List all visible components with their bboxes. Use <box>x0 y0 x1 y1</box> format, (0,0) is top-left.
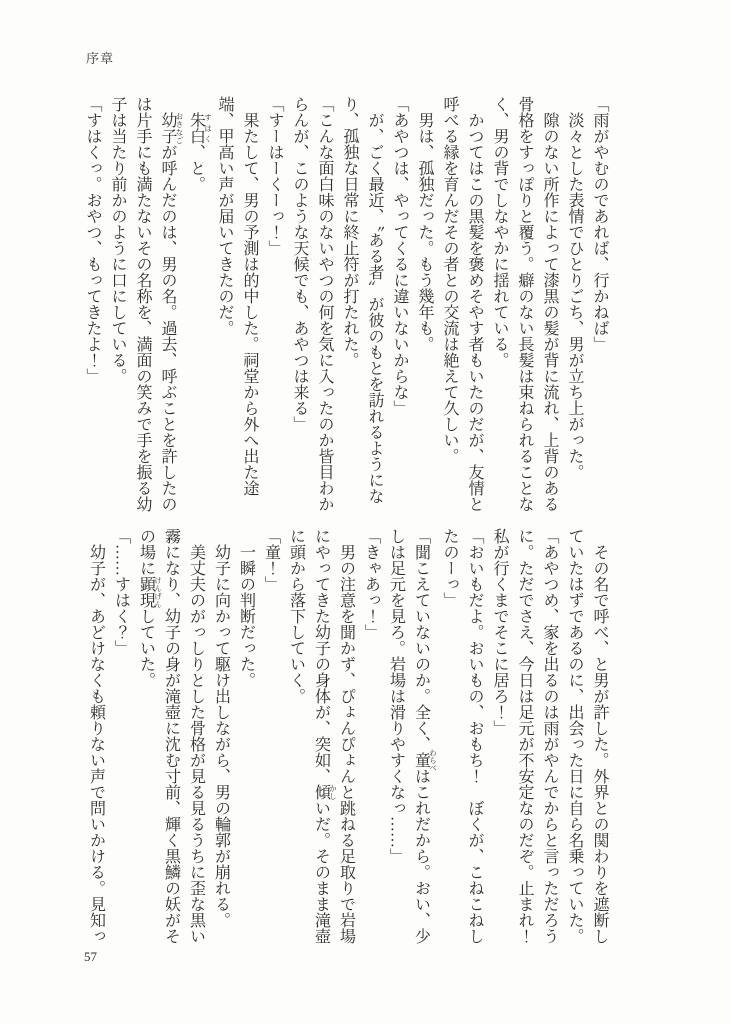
paragraph: 隙のない所作によって漆黒の髪が背に流れ、上背のある骨格をすっぽりと覆う。癖のない長髪は束ねられることなく、男の背でしなやかに揺れている。 <box>491 96 558 512</box>
paragraph: 「……すはく？」 <box>112 528 130 656</box>
paragraph: 果たして、男の予測は的中した。祠堂から外へ出た途端、甲高い声が届いてきたのだ。 <box>216 96 258 496</box>
paragraph: 「雨がやむのであれば、行かねば」 <box>591 96 608 352</box>
paragraph: 幼子に向かって駆け出しながら、男の輪郭が崩れる。 <box>212 544 230 928</box>
ruby-annotation: 顕現 けんげん <box>137 576 163 608</box>
paragraph: 朱白 すはく、と。 <box>187 112 213 192</box>
paragraph: かつてはこの黒髪を褒めそやす者もいたのだが、友情と呼べる縁を育んだその者との交流は絶えて久しい。 <box>441 96 483 512</box>
page-number: 57 <box>84 949 97 964</box>
paragraph: 「あやつは、やってくるに違いないからな」 <box>391 96 408 416</box>
text-block-lower <box>84 528 613 945</box>
paragraph: 「すーはーくーっ！」 <box>266 96 283 256</box>
paragraph: 「こんな面白味のないやつの何を気に入ったのか皆目わからんが、このような天候でも、あやつは来る」 <box>291 96 333 512</box>
paragraph: 男は、孤独だった。もう幾年も。 <box>416 112 433 352</box>
text-block-upper <box>80 96 612 513</box>
paragraph: 「すはくっ。おやつ、もってきたよ！」 <box>84 96 101 384</box>
paragraph: 「童！」 <box>262 528 280 592</box>
paragraph: 一瞬の判断だった。 <box>237 544 255 688</box>
paragraph: その名で呼べ、と男が許した。外界との関わりを遮断していたはずであるのに、出会った日に自ら名乗っていた。 <box>566 528 608 944</box>
chapter-header: 序章 <box>86 51 115 66</box>
ruby-annotation: 童 わらべ <box>412 748 438 772</box>
paragraph: 幼子が、あどけなくも頼りない声で問いかける。見知っ <box>87 544 105 944</box>
ruby-annotation: 幼子 おさなご <box>159 112 184 144</box>
paragraph: 幼子 おさなごが呼んだのは、男の名。過去、呼ぶことを許したのは片手にも満たないその名称を、満面の笑みで手を振る幼子は当たり前かのように口にしている。 <box>109 96 184 512</box>
paragraph: 「おいもだよ。おいもの、おもち！ ぼくが、こねこねしたのーっ」 <box>441 528 483 944</box>
paragraph: 淡々とした表情でひとりごち、男が立ち上がった。 <box>566 112 583 480</box>
paragraph: 美丈夫のがっしりとした骨格が見る見るうちに歪な黒い霧になり、幼子の身が滝壺に沈む寸前、輝く黒鱗の妖がその場に顕現 けんげんしていた。 <box>137 528 205 944</box>
paragraph: 「きゃあっ！」 <box>362 528 380 640</box>
ruby-annotation: 朱白 すはく <box>187 112 213 144</box>
paragraph: が、ごく最近、〝ある者〟が彼のもとを訪れるようになり、孤独な日常に終止符が打たれた。 <box>341 96 383 504</box>
paragraph: 「あやつめ、家を出るのは雨がやんでからと言っただろうに。ただでさえ、今日は足元が不安定なのだぞ。止まれ！私が行くまでそこに居ろ！」 <box>491 528 558 944</box>
ruby-annotation: 傾 かし <box>312 784 338 800</box>
paragraph: 「聞こえていないのか。全く、童 わらべはこれだから。おい、少しは足元を見ろ。岩場は滑りやすくなっ……」 <box>387 528 438 944</box>
paragraph: 男の注意を聞かず、ぴょんぴょんと跳ねる足取りで岩場にやってきた幼子の身体が、突如、傾 かしいだ。そのまま滝壺に頭から落下していく。 <box>287 528 355 944</box>
